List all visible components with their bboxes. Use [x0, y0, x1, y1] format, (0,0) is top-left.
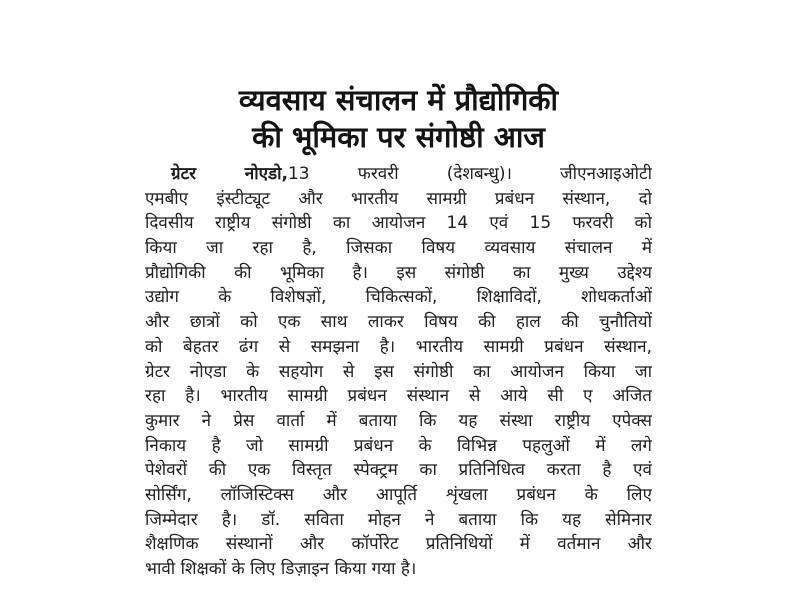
body-line: एमबीए इंस्टीट्यूट और भारतीय सामग्री प्रबंधन संस्थान, दो	[145, 188, 652, 209]
body-line: रहा है। भारतीय सामग्री प्रबंधन संस्थान से आये सी ए अजित	[145, 386, 652, 407]
body-line: शैक्षणिक संस्थानों और कॉर्पोरेट प्रतिनिधियों में वर्तमान और	[145, 534, 652, 555]
news-article	[145, 82, 652, 582]
article-body	[145, 162, 652, 582]
body-line: ग्रेटर नोएडा के सहयोग से इस संगोष्ठी का आयोजन किया जा	[145, 361, 652, 382]
body-line: को बेहतर ढंग से समझना है। भारतीय सामग्री प्रबंधन संस्थान,	[145, 336, 652, 357]
body-line: प्रौद्योगिकी की भूमिका है। इस संगोष्ठी का मुख्य उद्देश्य	[145, 262, 652, 283]
body-line-dateline	[145, 162, 652, 187]
dateline-rest: 13 फरवरी (देशबन्धु)। जीएनआइओटी	[287, 164, 652, 184]
body-line: किया जा रहा है, जिसका विषय व्यवसाय संचालन में	[145, 238, 652, 259]
headline-line-2: की भूमिका पर संगोष्ठी आज	[252, 120, 545, 154]
body-line: दिवसीय राष्ट्रीय संगोष्ठी का आयोजन 14 एवं 15 फरवरी को	[145, 213, 652, 234]
body-line: पेशेवरों की एक विस्तृत स्पेक्ट्रम का प्रतिनिधित्व करता है एवं	[145, 460, 652, 481]
body-line: सोर्सिंग, लॉजिस्टिक्स और आपूर्ति शृंखला प्रबंधन के लिए	[145, 484, 652, 505]
body-line: उद्योग के विशेषज्ञों, चिकित्सकों, शिक्षाविदों, शोधकर्ताओं	[145, 287, 652, 308]
headline-line-1: व्यवसाय संचालन में प्रौद्योगिकी	[238, 83, 559, 117]
article-headline	[145, 82, 652, 156]
body-line: भावी शिक्षकों के लिए डिज़ाइन किया गया है।	[145, 559, 417, 579]
dateline-location: ग्रेटर नोएडो,	[171, 164, 288, 184]
body-line: जिम्मेदार है। डॉ. सविता मोहन ने बताया कि यह सेमिनार	[145, 509, 652, 530]
body-line: कुमार ने प्रेस वार्ता में बताया कि यह संस्था राष्ट्रीय एपेक्स	[145, 410, 652, 431]
body-line: और छात्रों को एक साथ लाकर विषय की हाल की चुनौतियों	[145, 312, 652, 333]
body-line: निकाय है जो सामग्री प्रबंधन के विभिन्न पहलुओं में लगे	[145, 435, 652, 456]
body-text-lines	[145, 187, 652, 582]
